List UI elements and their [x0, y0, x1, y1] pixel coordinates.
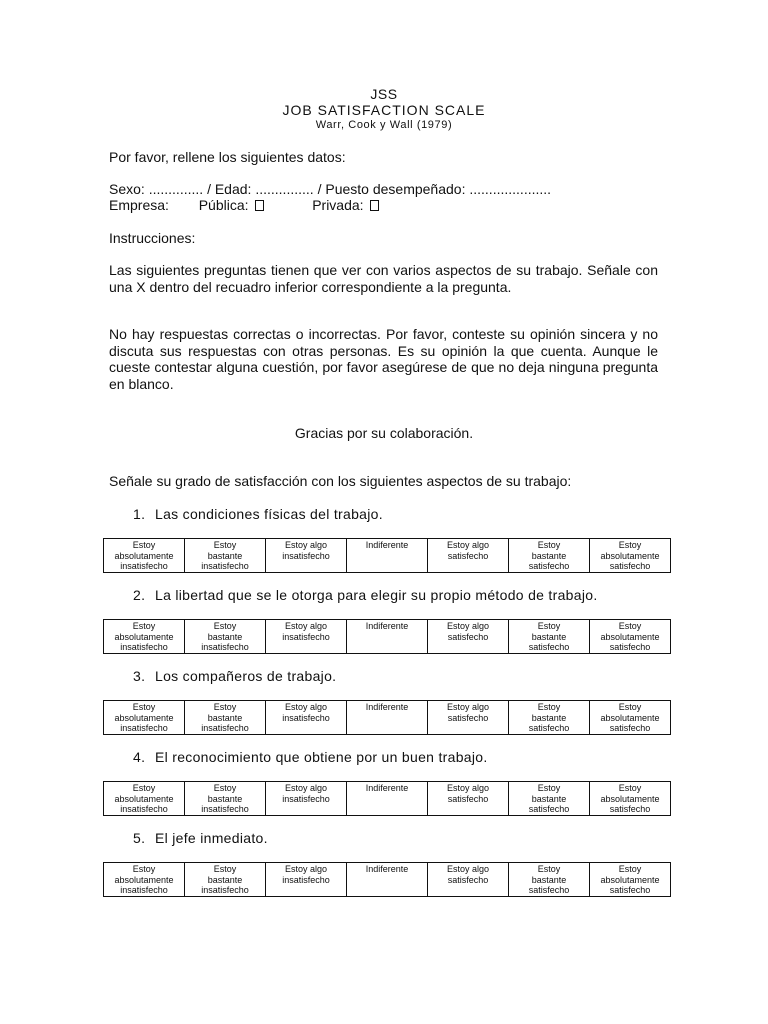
- question-3: [133, 668, 336, 684]
- scale-option-label: insatisfecho: [201, 642, 249, 652]
- scale-option-label: Estoy: [213, 540, 237, 550]
- scale-option-cell[interactable]: [266, 620, 347, 654]
- scale-option-cell[interactable]: [266, 863, 347, 897]
- scale-option-label: Estoy: [537, 621, 561, 631]
- empresa-label: Empresa:: [109, 197, 169, 213]
- scale-option-label: satisfecho: [609, 642, 651, 652]
- scale-option-label: Estoy: [213, 783, 237, 793]
- scale-option-label: insatisfecho: [282, 874, 330, 885]
- scale-option-cell[interactable]: [266, 701, 347, 735]
- scale-option-label: Estoy algo: [446, 621, 490, 631]
- publica-checkbox[interactable]: [255, 200, 264, 211]
- scale-option-label: Indiferente: [365, 540, 409, 550]
- scale-option-cell[interactable]: [104, 782, 185, 816]
- question-number: 1.: [133, 506, 146, 522]
- scale-option-label: satisfecho: [609, 804, 651, 814]
- scale-option-label: Estoy: [132, 621, 156, 631]
- question-number: 3.: [133, 668, 146, 684]
- scale-option-cell[interactable]: [590, 782, 671, 816]
- scale-option-label: satisfecho: [609, 885, 651, 895]
- scale-option-cell[interactable]: [347, 863, 428, 897]
- scale-option-label: satisfecho: [609, 561, 651, 571]
- scale-option-label: Estoy: [132, 702, 156, 712]
- scale-option-cell[interactable]: [185, 701, 266, 735]
- scale-option-cell[interactable]: [104, 701, 185, 735]
- scale-option-label: insatisfecho: [201, 561, 249, 571]
- edad-label: Edad:: [214, 181, 252, 197]
- scale-option-label: Estoy: [618, 621, 642, 631]
- scale-option-label: satisfecho: [447, 550, 489, 561]
- scale-option-label: Estoy algo: [284, 621, 328, 631]
- question-text: La libertad que se le otorga para elegir su propio método de trabajo.: [155, 587, 598, 603]
- scale-option-label: satisfecho: [447, 793, 489, 804]
- question-1: [133, 506, 383, 522]
- scale-option-label: bastante: [207, 793, 243, 804]
- scale-option-label: Estoy: [132, 864, 156, 874]
- rating-scale-q5: [103, 862, 671, 897]
- sexo-field[interactable]: ..............: [148, 181, 204, 197]
- scale-option-cell[interactable]: [185, 782, 266, 816]
- scale-option-cell[interactable]: [590, 539, 671, 573]
- scale-option-label: bastante: [531, 631, 567, 642]
- scale-option-cell[interactable]: [428, 620, 509, 654]
- scale-option-label: bastante: [207, 550, 243, 561]
- scale-option-cell[interactable]: [509, 782, 590, 816]
- scale-option-label: bastante: [531, 550, 567, 561]
- scale-option-label: Estoy: [213, 702, 237, 712]
- document-title: JOB SATISFACTION SCALE: [282, 102, 486, 118]
- scale-option-cell[interactable]: [347, 782, 428, 816]
- puesto-label: Puesto desempeñado:: [325, 181, 466, 197]
- scale-option-label: satisfecho: [609, 723, 651, 733]
- document-abbreviation: JSS: [370, 86, 398, 102]
- scale-option-label: absolutamente: [600, 631, 660, 642]
- scale-option-label: Estoy: [213, 621, 237, 631]
- question-4: [133, 749, 488, 765]
- scale-option-label: Estoy: [537, 783, 561, 793]
- scale-option-cell[interactable]: [509, 539, 590, 573]
- scale-option-cell[interactable]: [104, 863, 185, 897]
- scale-option-cell[interactable]: [428, 863, 509, 897]
- instructions-heading: Instrucciones:: [109, 230, 196, 246]
- scale-option-label: insatisfecho: [282, 550, 330, 561]
- separator: /: [207, 181, 211, 197]
- scale-option-label: satisfecho: [528, 723, 570, 733]
- scale-option-label: bastante: [207, 712, 243, 723]
- question-number: 2.: [133, 587, 146, 603]
- scale-option-label: Estoy: [132, 783, 156, 793]
- scale-option-label: absolutamente: [114, 631, 174, 642]
- scale-option-label: Estoy: [132, 540, 156, 550]
- scale-option-label: insatisfecho: [201, 804, 249, 814]
- scale-option-label: insatisfecho: [282, 712, 330, 723]
- scale-option-label: Estoy algo: [284, 864, 328, 874]
- scale-option-label: bastante: [207, 874, 243, 885]
- scale-option-label: satisfecho: [528, 885, 570, 895]
- scale-option-label: absolutamente: [114, 712, 174, 723]
- rating-scale-q1: [103, 538, 671, 573]
- scale-option-cell[interactable]: [185, 620, 266, 654]
- scale-option-label: absolutamente: [600, 874, 660, 885]
- question-2: [133, 587, 598, 603]
- scale-option-label: bastante: [531, 712, 567, 723]
- question-number: 5.: [133, 830, 146, 846]
- scale-option-label: Estoy: [618, 783, 642, 793]
- personal-data-line: [109, 181, 551, 198]
- scale-option-label: insatisfecho: [120, 642, 168, 652]
- scale-option-label: insatisfecho: [120, 885, 168, 895]
- scale-option-label: satisfecho: [528, 804, 570, 814]
- scale-option-label: absolutamente: [600, 712, 660, 723]
- scale-option-label: Estoy: [213, 864, 237, 874]
- scale-option-cell[interactable]: [509, 701, 590, 735]
- privada-label: Privada:: [312, 197, 364, 213]
- question-text: Los compañeros de trabajo.: [155, 668, 337, 684]
- scale-option-label: bastante: [531, 874, 567, 885]
- instructions-paragraph-1: Las siguientes preguntas tienen que ver con varios aspectos de su trabajo. Señale con una X dentro del recuadro inferior correspondiente a la pregunta.: [109, 262, 658, 295]
- scale-option-label: Estoy: [537, 864, 561, 874]
- scale-option-label: bastante: [207, 631, 243, 642]
- scale-option-cell[interactable]: [104, 539, 185, 573]
- scale-option-label: Estoy: [537, 540, 561, 550]
- scale-option-label: Estoy algo: [284, 702, 328, 712]
- scale-option-label: insatisfecho: [120, 804, 168, 814]
- scale-option-label: insatisfecho: [282, 793, 330, 804]
- scale-option-cell[interactable]: [428, 701, 509, 735]
- scale-option-cell[interactable]: [509, 620, 590, 654]
- scale-prompt: Señale su grado de satisfacción con los siguientes aspectos de su trabajo:: [109, 473, 572, 489]
- scale-option-label: Estoy: [618, 864, 642, 874]
- scale-option-cell[interactable]: [347, 701, 428, 735]
- scale-option-label: insatisfecho: [282, 631, 330, 642]
- scale-option-label: absolutamente: [600, 793, 660, 804]
- scale-option-label: Estoy: [618, 702, 642, 712]
- scale-option-cell[interactable]: [185, 539, 266, 573]
- scale-option-label: Estoy algo: [446, 540, 490, 550]
- question-5: [133, 830, 268, 846]
- scale-option-label: Indiferente: [365, 783, 409, 793]
- rating-scale-q2: [103, 619, 671, 654]
- scale-option-label: absolutamente: [114, 793, 174, 804]
- scale-option-label: satisfecho: [528, 561, 570, 571]
- scale-option-label: satisfecho: [447, 712, 489, 723]
- scale-option-cell[interactable]: [590, 863, 671, 897]
- scale-option-label: bastante: [531, 793, 567, 804]
- scale-option-label: Estoy algo: [446, 783, 490, 793]
- scale-option-cell[interactable]: [185, 863, 266, 897]
- scale-option-label: Indiferente: [365, 621, 409, 631]
- scale-option-cell[interactable]: [428, 539, 509, 573]
- scale-option-label: Estoy algo: [284, 540, 328, 550]
- scale-option-label: insatisfecho: [201, 723, 249, 733]
- scale-option-label: satisfecho: [528, 642, 570, 652]
- thanks-text: Gracias por su colaboración.: [294, 425, 474, 441]
- scale-option-cell[interactable]: [347, 620, 428, 654]
- scale-option-label: absolutamente: [600, 550, 660, 561]
- scale-option-label: Estoy: [537, 702, 561, 712]
- form-intro: Por favor, rellene los siguientes datos:: [109, 149, 346, 165]
- instructions-paragraph-2: No hay respuestas correctas o incorrectas. Por favor, conteste su opinión sincera y no discuta sus respuestas con otras personas. Es su opinión la que cuenta. Aunque le cueste contestar alguna cuestión, por favor asegúrese de que no deja ninguna pregunta en blanco.: [109, 326, 658, 392]
- question-text: Las condiciones físicas del trabajo.: [155, 506, 383, 522]
- document-authors: Warr, Cook y Wall (1979): [315, 119, 453, 131]
- rating-scale-q4: [103, 781, 671, 816]
- scale-option-label: insatisfecho: [120, 723, 168, 733]
- scale-option-label: insatisfecho: [201, 885, 249, 895]
- scale-option-cell[interactable]: [104, 620, 185, 654]
- scale-option-label: absolutamente: [114, 550, 174, 561]
- scale-option-cell[interactable]: [266, 782, 347, 816]
- scale-option-label: Indiferente: [365, 864, 409, 874]
- scale-option-cell[interactable]: [266, 539, 347, 573]
- scale-option-label: insatisfecho: [120, 561, 168, 571]
- scale-option-cell[interactable]: [590, 620, 671, 654]
- scale-option-cell[interactable]: [347, 539, 428, 573]
- puesto-field[interactable]: .....................: [469, 181, 552, 197]
- question-number: 4.: [133, 749, 146, 765]
- scale-option-label: Estoy: [618, 540, 642, 550]
- publica-label: Pública:: [198, 197, 249, 213]
- privada-checkbox[interactable]: [370, 200, 379, 211]
- edad-field[interactable]: ...............: [255, 181, 314, 197]
- scale-option-label: satisfecho: [447, 631, 489, 642]
- scale-option-label: Estoy algo: [446, 864, 490, 874]
- scale-option-cell[interactable]: [509, 863, 590, 897]
- scale-option-cell[interactable]: [590, 701, 671, 735]
- sexo-label: Sexo:: [109, 181, 145, 197]
- scale-option-label: Estoy algo: [446, 702, 490, 712]
- question-text: El jefe inmediato.: [155, 830, 268, 846]
- rating-scale-q3: [103, 700, 671, 735]
- scale-option-cell[interactable]: [428, 782, 509, 816]
- scale-option-label: absolutamente: [114, 874, 174, 885]
- empresa-line: [109, 197, 379, 214]
- scale-option-label: Estoy algo: [284, 783, 328, 793]
- scale-option-label: Indiferente: [365, 702, 409, 712]
- separator: /: [317, 181, 322, 197]
- question-text: El reconocimiento que obtiene por un buen trabajo.: [155, 749, 488, 765]
- scale-option-label: satisfecho: [447, 874, 489, 885]
